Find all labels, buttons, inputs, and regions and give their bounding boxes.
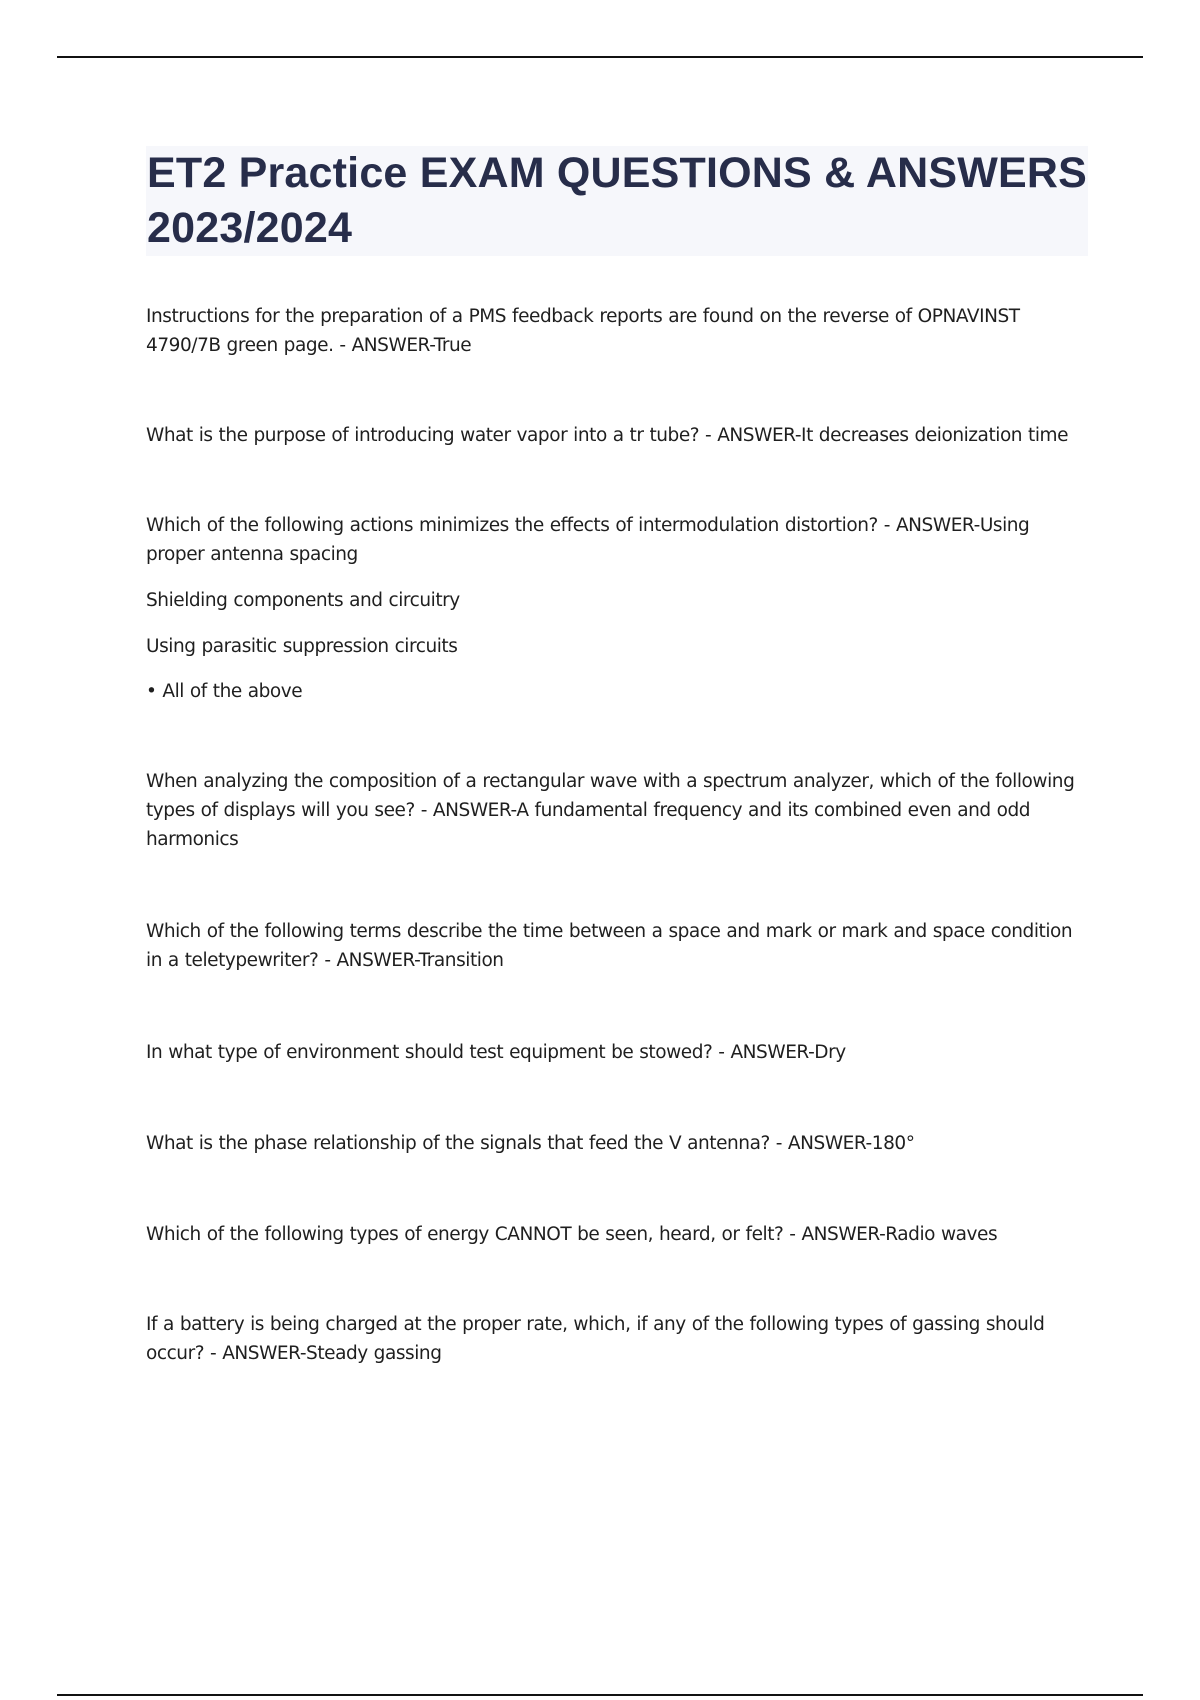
qa-item: Instructions for the preparation of a PMS feedback reports are found on the reverse of OPNAVINST 4790/7B green page. - ANSWER-True (146, 306, 1020, 356)
bottom-rule (57, 1694, 1143, 1696)
qa-item: Which of the following types of energy CANNOT be seen, heard, or felt? - ANSWER-Radio waves (146, 1224, 998, 1245)
qa-item: When analyzing the composition of a rectangular wave with a spectrum analyzer, which of the following types of displays will you see? - ANSWER-A fundamental frequency and its combined even and odd harmonics (146, 771, 1075, 850)
top-rule (57, 56, 1143, 58)
qa-option: Shielding components and circuitry (146, 590, 460, 611)
page-title: ET2 Practice EXAM QUESTIONS & ANSWERS 2023/2024 (147, 149, 1088, 252)
qa-option: Using parasitic suppression circuits (146, 636, 458, 657)
qa-option-bullet: • All of the above (146, 681, 303, 702)
qa-item: What is the purpose of introducing water vapor into a tr tube? - ANSWER-It decreases deionization time (146, 425, 1069, 446)
qa-item: Which of the following actions minimizes the effects of intermodulation distortion? - ANSWER-Using proper antenna spacing (146, 515, 1030, 565)
title-block (146, 146, 1088, 256)
qa-item: In what type of environment should test equipment be stowed? - ANSWER-Dry (146, 1042, 846, 1063)
qa-item: If a battery is being charged at the proper rate, which, if any of the following types of gassing should occur? - ANSWER-Steady gassing (146, 1314, 1045, 1364)
qa-item: Which of the following terms describe the time between a space and mark or mark and space condition in a teletypewriter? - ANSWER-Transition (146, 921, 1073, 971)
qa-item: What is the phase relationship of the signals that feed the V antenna? - ANSWER-180° (146, 1133, 915, 1154)
